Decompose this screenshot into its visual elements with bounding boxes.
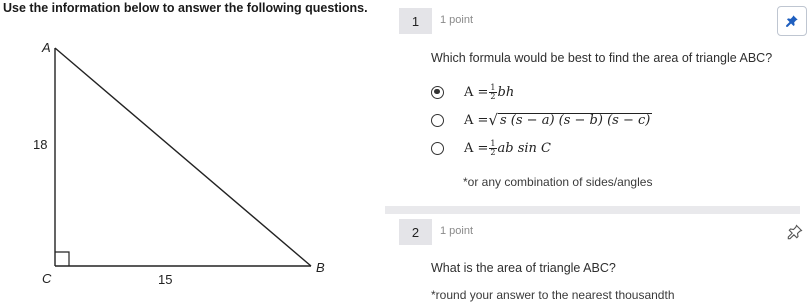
answer-option[interactable]: [431, 138, 691, 158]
fraction-numerator: 1: [490, 138, 496, 148]
pin-icon: [785, 14, 799, 28]
sqrt-icon: √: [488, 110, 498, 129]
answer-hint: *round your answer to the nearest thousandth: [431, 288, 675, 302]
fraction: [489, 84, 496, 101]
fraction: [489, 140, 496, 157]
radicand: s (s − a) (s − b) (s − c): [499, 112, 651, 128]
question-number-badge: 2: [399, 219, 432, 245]
formula-half-ab-sinc: [464, 138, 551, 158]
radio-button-selected[interactable]: [431, 86, 444, 99]
formula-lead: A =: [464, 140, 489, 156]
question-prompt: What is the area of triangle ABC?: [431, 261, 616, 275]
right-angle-marker: [55, 252, 69, 266]
vertex-a-label: A: [42, 40, 51, 55]
radio-button[interactable]: [431, 142, 444, 155]
side-ac-length: 18: [33, 137, 48, 152]
fraction-denominator: 2: [490, 147, 496, 157]
question-prompt: Which formula would be best to find the area of triangle ABC?: [431, 51, 773, 65]
side-cb-length: 15: [158, 272, 173, 287]
side-ab: [55, 48, 311, 266]
question-number-badge: 1: [399, 8, 432, 34]
question-points: 1 point: [440, 14, 474, 26]
answer-option[interactable]: [431, 82, 691, 102]
vertex-b-label: B: [316, 260, 325, 275]
questions-panel: [385, 0, 800, 302]
fraction-denominator: 2: [490, 91, 496, 101]
fraction-numerator: 1: [490, 82, 496, 92]
triangle-figure: [0, 0, 385, 294]
formula-lead: A =: [464, 84, 489, 100]
vertex-c-label: C: [42, 271, 52, 286]
instructions-text: Use the information below to answer the following questions.: [3, 1, 368, 15]
square-root: [488, 110, 652, 129]
answer-note: *or any combination of sides/angles: [463, 175, 653, 189]
figure-panel: [0, 0, 385, 294]
pin-question-button[interactable]: [777, 6, 807, 36]
radio-button[interactable]: [431, 114, 444, 127]
pin-outline-icon[interactable]: [787, 224, 803, 240]
question-divider: [385, 206, 800, 214]
formula-tail: ab sin C: [497, 140, 552, 156]
formula-tail: bh: [497, 84, 515, 100]
question-points: 1 point: [440, 225, 474, 237]
formula-half-bh: [464, 82, 514, 102]
formula-heron: [464, 110, 652, 130]
answer-option[interactable]: [431, 110, 731, 130]
formula-lead: A =: [464, 112, 489, 128]
